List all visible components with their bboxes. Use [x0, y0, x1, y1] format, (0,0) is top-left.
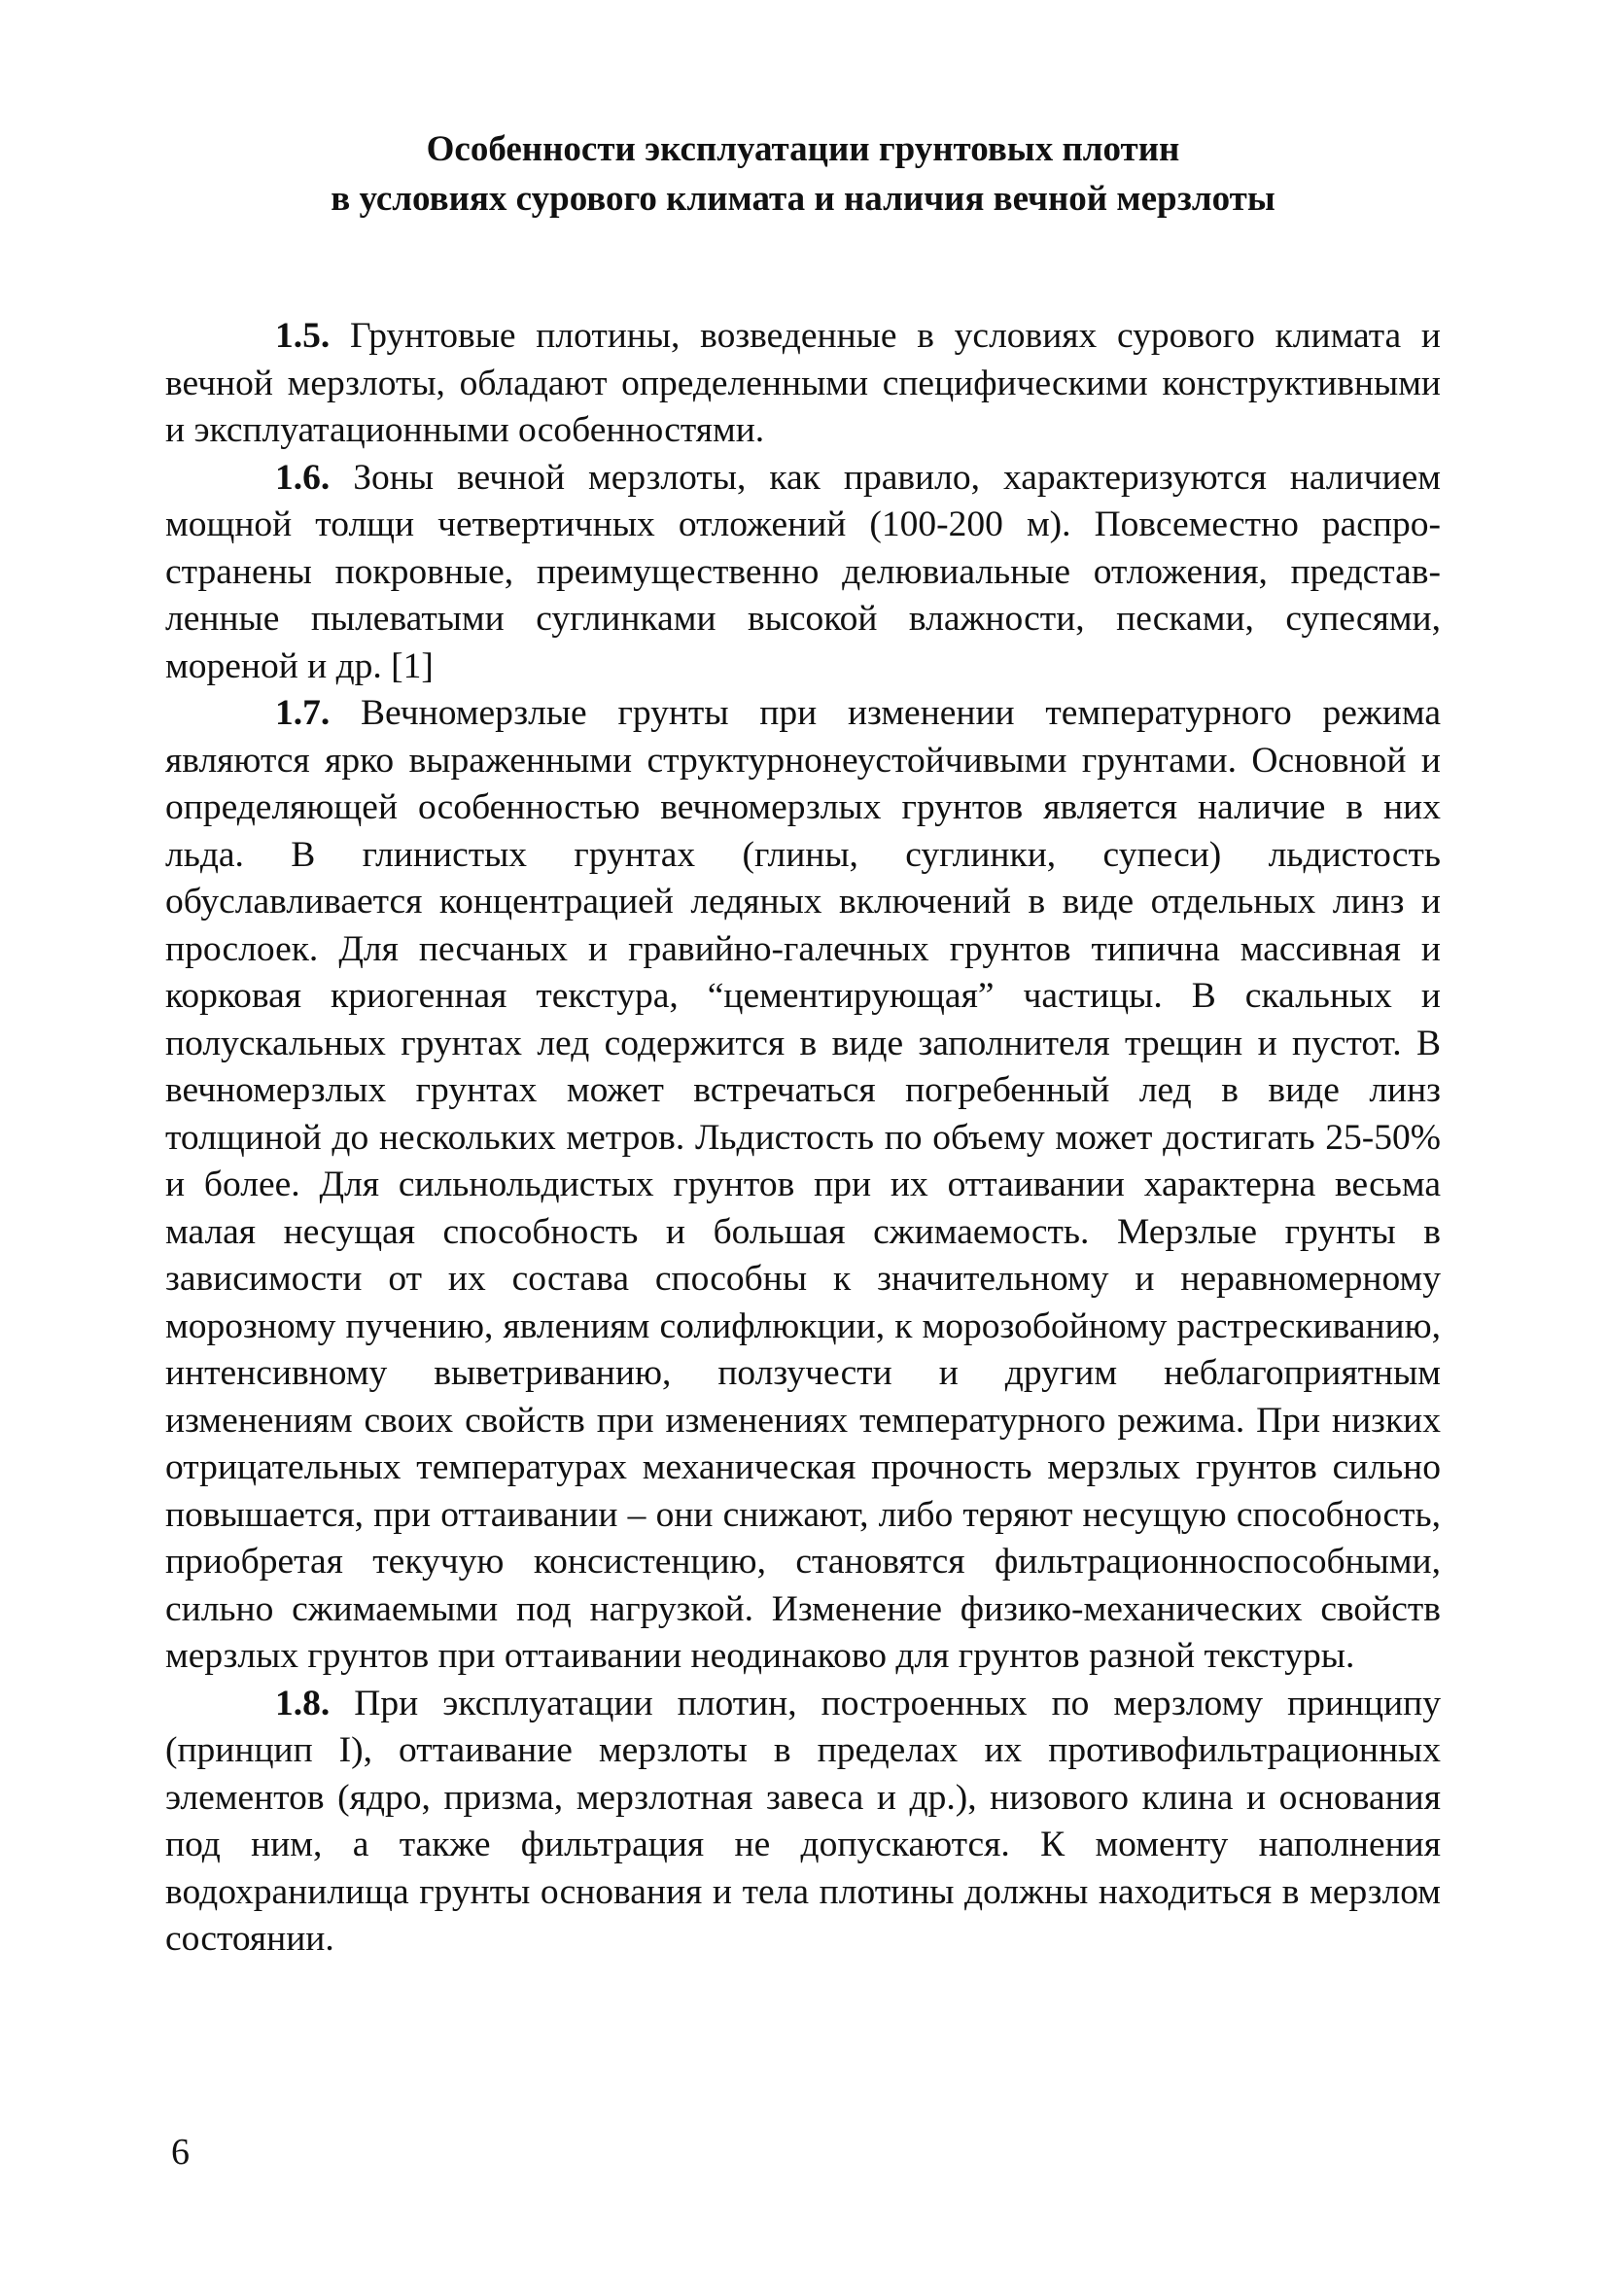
- body-text: [165, 313, 1441, 1964]
- section-heading: [165, 124, 1441, 224]
- paragraph-number: 1.6.: [275, 457, 331, 498]
- section-heading-line-1: Особенности эксплуатации грунтовых плотин: [426, 129, 1180, 169]
- paragraph-text: Зоны вечной мерзлоты, как правило, характеризуются наличием мощной толщи четвертичных отложений (100-200 м). Повсеместно распространены покровные, преимущественно делювиальные отложения, представленные пылеватыми суглинками высокой влажности, песками, супесями, мореной и др. [1]: [165, 457, 1441, 686]
- paragraph-1-6: [165, 455, 1441, 691]
- paragraph-text: Грунтовые плотины, возведенные в условиях сурового климата и вечной мерзлоты, обладают определенными специфическими конструктивными и эксплуатационными особенностями.: [165, 316, 1442, 450]
- paragraph-number: 1.8.: [275, 1683, 331, 1723]
- paragraph-1-5: [165, 313, 1441, 455]
- page-number: 6: [171, 2132, 190, 2173]
- paragraph-number: 1.7.: [275, 693, 331, 733]
- paragraph-text: При эксплуатации плотин, построенных по мерзлому принципу (принцип I), оттаивание мерзлоты в пределах их противофильтрационных элементов (ядро, призма, мерзлотная завеса и др.), низового клина и основания под ним, а также фильтрация не допускаются. К моменту наполнения водохранилища грунты основания и тела плотины должны находиться в мерзлом состоянии.: [165, 1683, 1441, 1959]
- section-heading-line-2: в условиях сурового климата и наличия вечной мерзлоты: [331, 179, 1275, 219]
- paragraph-number: 1.5.: [275, 316, 331, 356]
- paragraph-text: Вечномерзлые грунты при изменении температурного режима являются ярко выраженными структурнонеустойчивыми грунтами. Основной и определяющей особенностью вечномерзлых грунтов является наличие в них льда. В глинистых грунтах (глины, суглинки, супеси) льдистость обуславливается концентрацией ледяных включений в виде отдельных линз и прослоек. Для песчаных и гравийно-галечных грунтов типична массивная и корковая криогенная текстура, “цементирующая” частицы. В скальных и полускальных грунтах лед содержится в виде заполнителя трещин и пустот. В вечномерзлых грунтах может встречаться погребенный лед в виде линз толщиной до нескольких метров. Льдистость по объему может достигать 25-50% и более. Для сильнольдистых грунтов при их оттаивании характерна весьма малая несущая способность и большая сжимаемость. Мерзлые грунты в зависимости от их состава способны к значительному и неравномерному морозному пучению, явлениям солифлюкции, к морозобойному растрескиванию, интенсивному выветриванию, ползучести и другим неблагоприятным изменениям своих свойств при изменениях температурного режима. При низких отрицательных температурах механическая прочность мерзлых грунтов сильно повышается, при оттаивании – они снижают, либо теряют несущую способность, приобретая текучую консистенцию, становятся фильтрационноспособными, сильно сжимаемыми под нагрузкой. Изменение физико-механических свойств мерзлых грунтов при оттаивании неодинаково для грунтов разной текстуры.: [165, 693, 1441, 1676]
- paragraph-1-7: [165, 690, 1441, 1681]
- paragraph-1-8: [165, 1681, 1441, 1964]
